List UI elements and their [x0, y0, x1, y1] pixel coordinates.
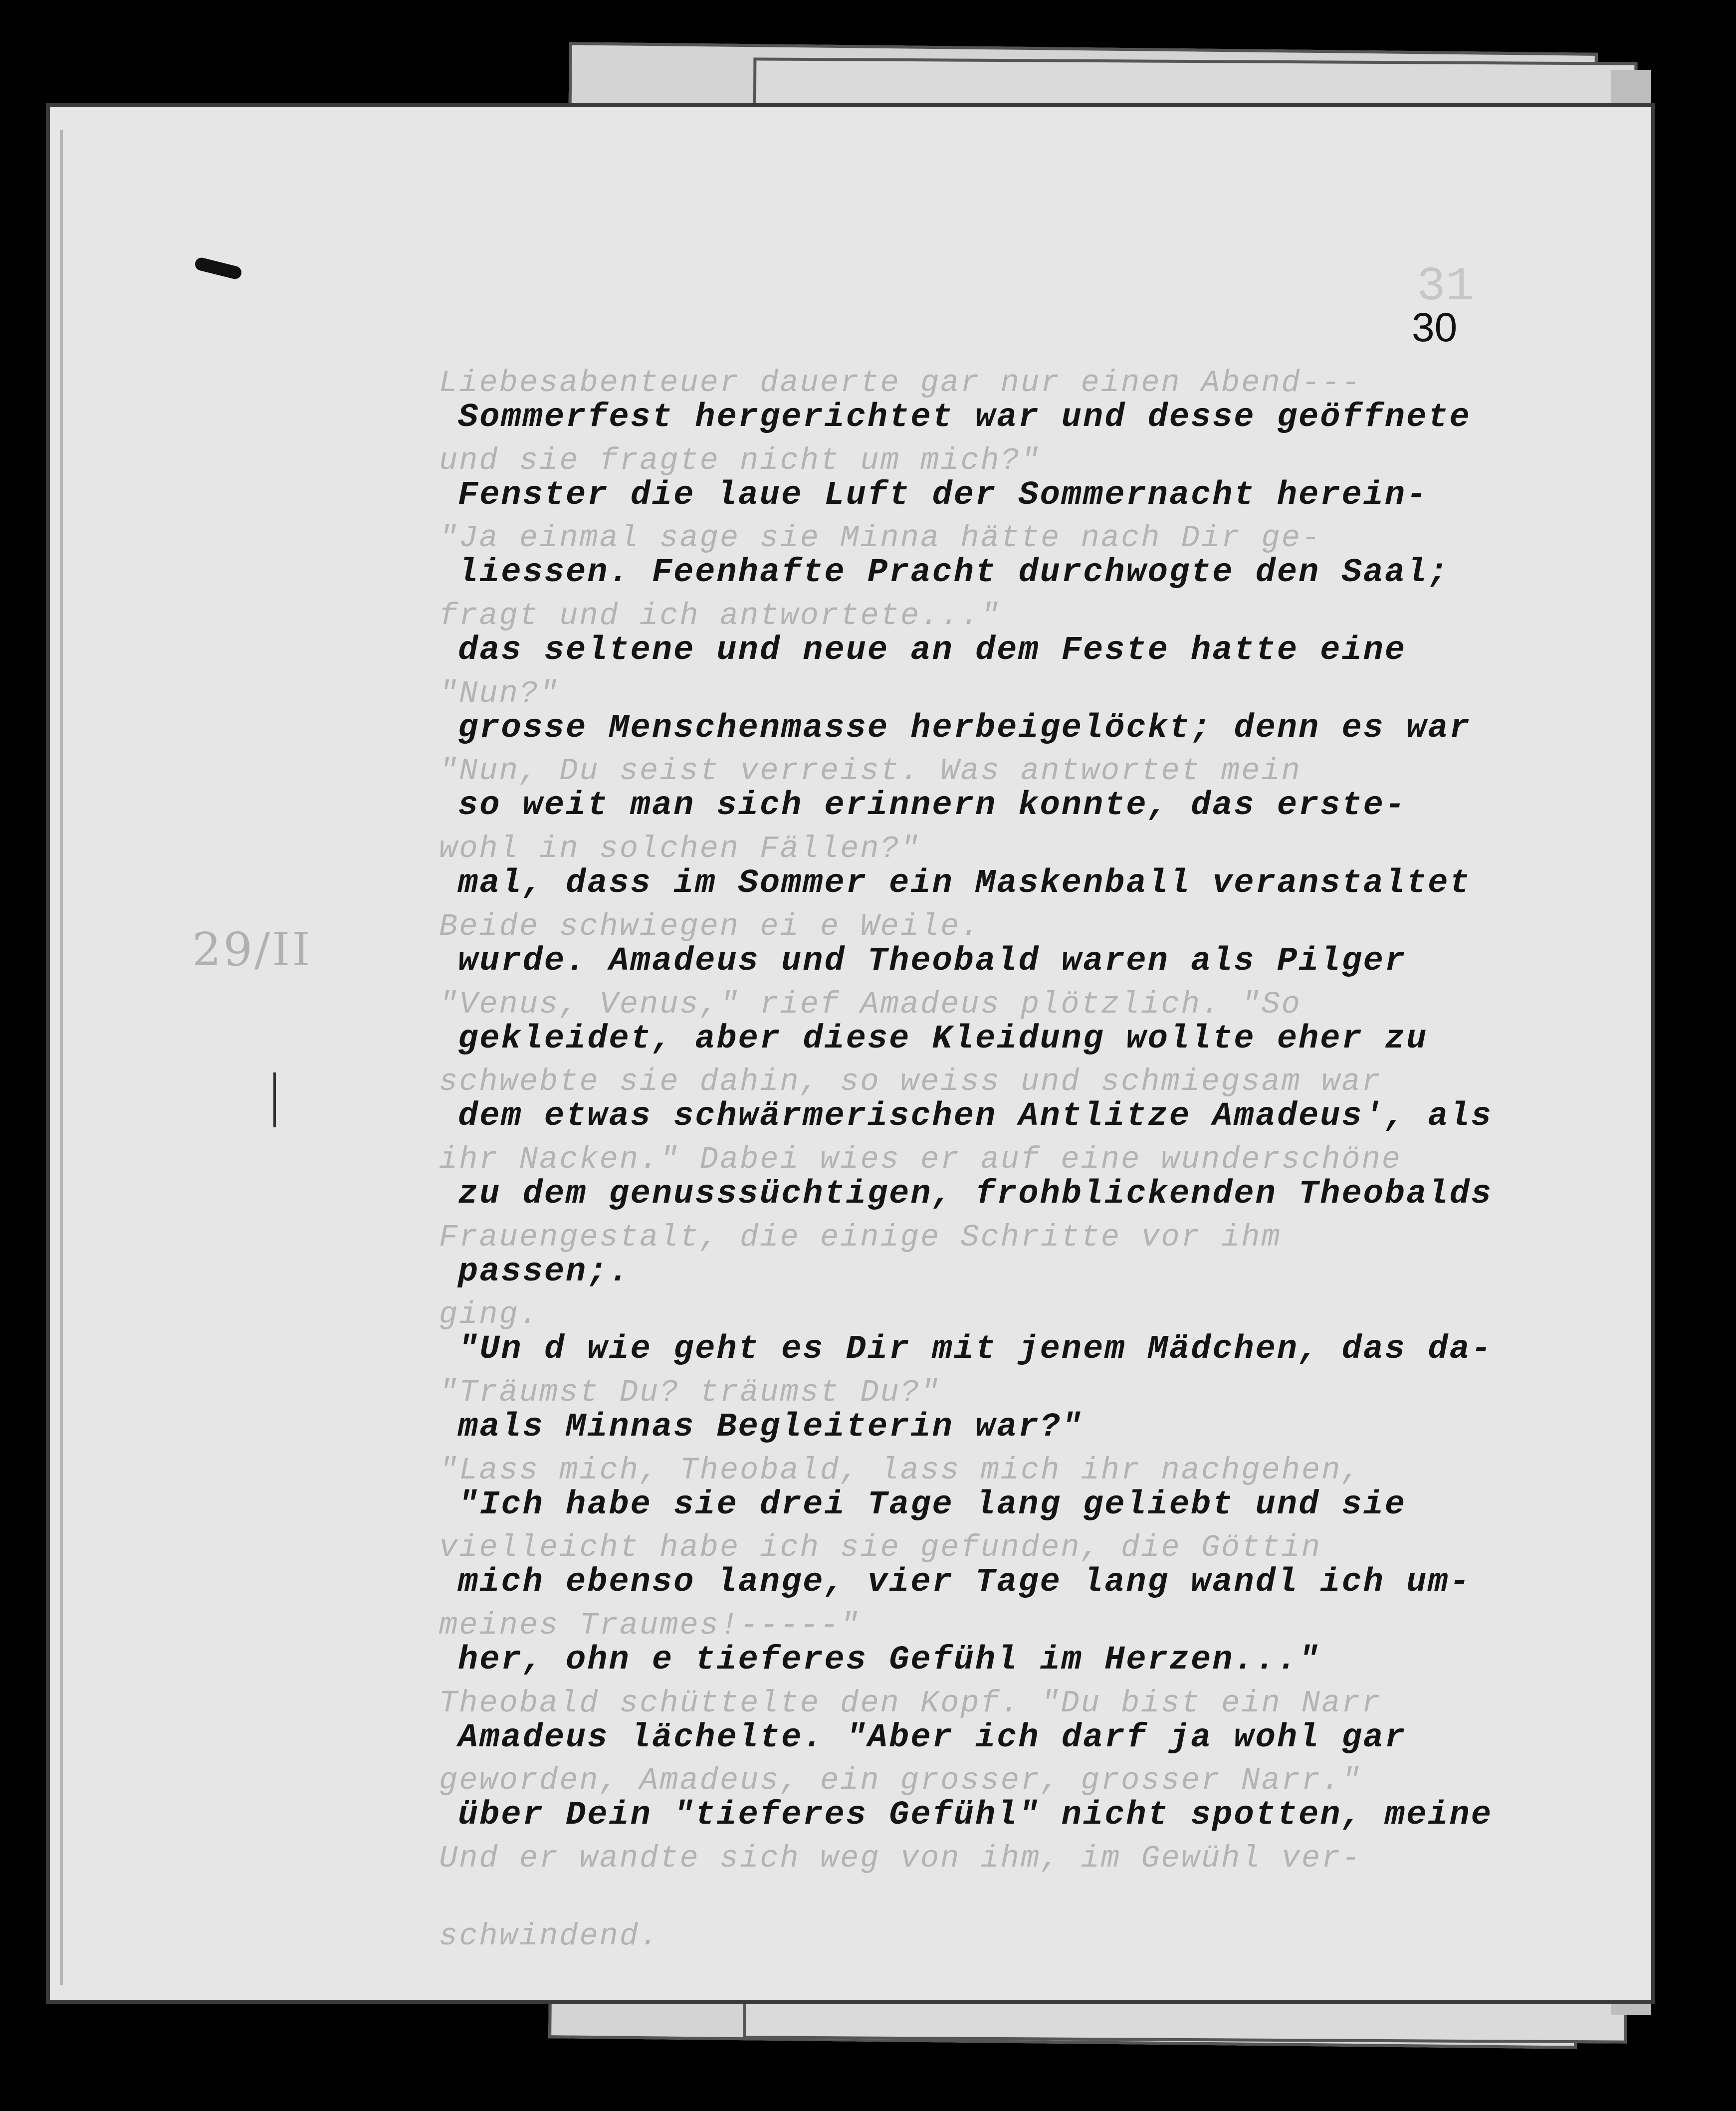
bleed-line: meines Traumes!-----"	[439, 1608, 861, 1643]
bleed-line: Frauengestalt, die einige Schritte vor ihm	[439, 1219, 1282, 1255]
bleed-line: Liebesabenteuer dauerte gar nur einen Abend---	[439, 365, 1362, 401]
bleed-line: "Ja einmal sage sie Minna hätte nach Dir ge-	[439, 520, 1322, 556]
text-line: Fenster die laue Luft der Sommernacht herein-	[458, 476, 1428, 514]
text-line: wurde. Amadeus und Theobald waren als Pilger	[458, 942, 1407, 980]
bleed-line: fragt und ich antwortete..."	[439, 598, 1001, 634]
text-line: Amadeus lächelte. "Aber ich darf ja wohl gar	[458, 1718, 1407, 1757]
bleed-line: "Nun, Du seist verreist. Was antwortet mein	[439, 753, 1302, 789]
bleed-line: schwebte sie dahin, so weiss und schmiegsam war	[439, 1064, 1382, 1100]
text-line: mals Minnas Begleiterin war?"	[458, 1408, 1083, 1446]
text-line: grosse Menschenmasse herbeigelöckt; denn es war	[458, 709, 1471, 747]
text-line: das seltene und neue an dem Feste hatte eine	[458, 632, 1407, 670]
text-line: mich ebenso lange, vier Tage lang wandl ich um-	[458, 1563, 1471, 1602]
bleed-line: "Venus, Venus," rief Amadeus plötzlich. "So	[439, 986, 1302, 1022]
text-line: Sommerfest hergerichtet war und desse geöffnete	[458, 399, 1471, 436]
bleed-line: Und er wandte sich weg von ihm, im Gewühl ver-	[439, 1841, 1362, 1877]
archive-mark: 29/II	[192, 923, 312, 976]
text-line: zu dem genusssüchtigen, frohblickenden Theobalds	[458, 1175, 1493, 1213]
bleed-line: ihr Nacken." Dabei wies er auf eine wunderschöne	[439, 1141, 1402, 1177]
margin-tick-mark	[273, 1072, 276, 1127]
bleed-line: "Nun?"	[439, 675, 560, 711]
bleed-line: Theobald schüttelte den Kopf. "Du bist ein Narr	[439, 1685, 1382, 1721]
text-line: dem etwas schwärmerischen Antlitze Amadeus', als	[458, 1097, 1493, 1136]
text-line: gekleidet, aber diese Kleidung wollte eher zu	[458, 1020, 1428, 1058]
bleed-line: ging.	[439, 1297, 540, 1333]
bleed-through-page-number: 31	[1417, 259, 1475, 314]
typed-text-body	[458, 379, 1585, 1855]
bleed-line: vielleicht habe ich sie gefunden, die Göttin	[439, 1530, 1322, 1566]
text-line: liessen. Feenhafte Pracht durchwogte den Saal;	[458, 554, 1450, 592]
text-line: "Ich habe sie drei Tage lang geliebt und sie	[458, 1485, 1407, 1524]
page-fold-line	[60, 130, 63, 1985]
bleed-line: wohl in solchen Fällen?"	[439, 831, 920, 867]
bleed-line: schwindend.	[439, 1918, 660, 1954]
text-line: her, ohn e tieferes Gefühl im Herzen..."	[458, 1641, 1320, 1679]
bleed-line: "Träumst Du? träumst Du?"	[439, 1374, 941, 1410]
text-line: mal, dass im Sommer ein Maskenball veranstaltet	[458, 864, 1471, 903]
text-line: über Dein "tieferes Gefühl" nicht spotten, meine	[458, 1796, 1493, 1835]
bleed-line: geworden, Amadeus, ein grosser, grosser Narr."	[439, 1763, 1362, 1799]
text-line: "Un d wie geht es Dir mit jenem Mädchen, das da-	[458, 1330, 1493, 1369]
text-line: passen;.	[458, 1253, 631, 1291]
bleed-line: und sie fragte nicht um mich?"	[439, 442, 1041, 478]
page-number: 30	[1412, 305, 1458, 350]
bleed-line: Beide schwiegen ei e Weile.	[439, 908, 981, 944]
text-line: so weit man sich erinnern konnte, das erste-	[458, 787, 1407, 825]
bleed-line: "Lass mich, Theobald, lass mich ihr nachgehen,	[439, 1452, 1362, 1488]
